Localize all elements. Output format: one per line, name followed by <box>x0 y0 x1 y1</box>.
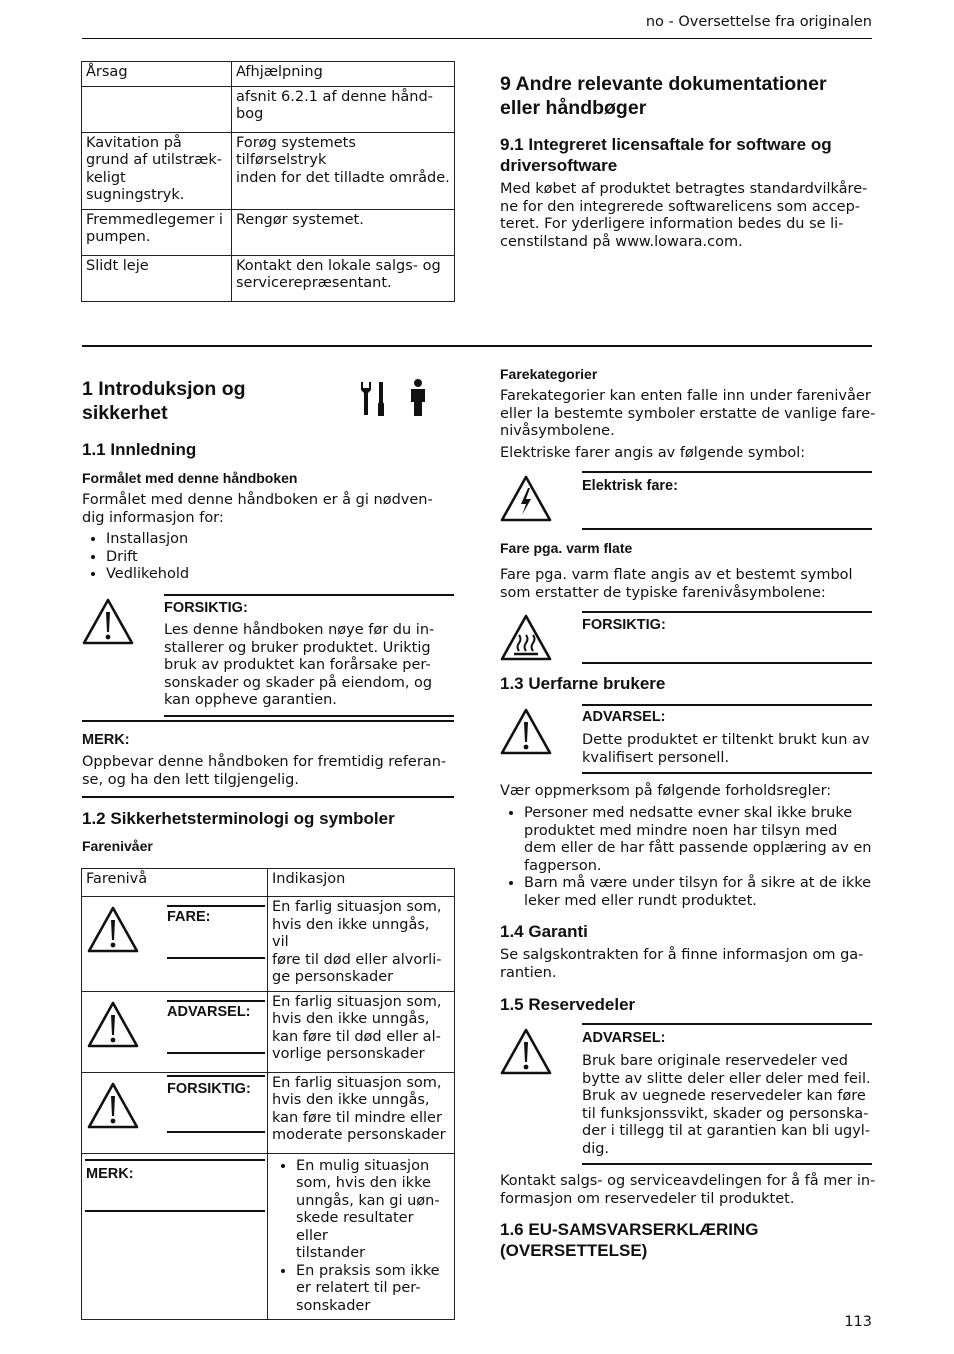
purpose-list <box>82 531 189 584</box>
list-item: • Personer med nedsatte evner skal ikke bruke produktet med mindre noen har tilsyn med dem eller de har fått passende opplæring av en fagperson. <box>524 805 904 875</box>
level-text: En farlig situasjon som, hvis den ikke unngås, vil føre til død eller alvorli- ge personskader <box>268 897 455 992</box>
caution-rule-bottom <box>164 715 454 717</box>
section-9-1-text: Med købet af produktet betragtes standardvilkåre- ne for den integrerede softwarelicens som accep- teret. For yderligere information bedes du se li- censtilstand på www.lowara.com. <box>500 181 868 250</box>
list-item: • Barn må være under tilsyn for å sikre at de ikke leker med eller rundt produktet. <box>524 875 904 910</box>
level-label: MERK: <box>86 1165 134 1182</box>
s15-warn-text: Bruk bare originale reservedeler ved bytte av slitte deler eller deler med feil. Bruk av uegnede reservedeler kan føre til funksjonssvikt, skader og personska- der i tillegg til at garantien kan bli ugyl- dig. <box>582 1053 871 1157</box>
label-rule <box>167 1000 265 1002</box>
level-cell-caution <box>82 1072 268 1153</box>
list-item: • Vedlikehold <box>106 566 189 584</box>
s15-warn-rule-top <box>582 1023 872 1025</box>
warning-triangle-icon <box>82 597 134 645</box>
categories-text: Farekategorier kan enten falle inn under farenivåer eller la bestemte symboler erstatte de vanlige fare- nivåsymbolene. <box>500 388 876 439</box>
note-rule-bottom <box>82 796 454 798</box>
purpose-heading: Formålet med denne håndboken <box>82 470 298 486</box>
electrical-hazard-icon <box>500 474 552 522</box>
s15-warn-rule-bottom <box>582 1163 872 1165</box>
section-1-title: 1 Introduksjon og sikkerhet <box>82 378 246 424</box>
cell-remedy: afsnit 6.2.1 af denne hånd- bog <box>232 86 455 132</box>
list-item: • Drift <box>106 549 189 567</box>
hot-label: FORSIKTIG: <box>582 617 666 633</box>
level-label: FORSIKTIG: <box>167 1080 251 1097</box>
section-divider <box>82 345 872 347</box>
levels-heading: Farenivåer <box>82 838 153 854</box>
section-1-5-title: 1.5 Reservedeler <box>500 995 636 1014</box>
level-cell-warning <box>82 991 268 1072</box>
warning-triangle-icon <box>87 1081 139 1129</box>
level-cell-note <box>82 1153 268 1320</box>
list-item: • En praksis som ikke er relatert til per- sonskader <box>296 1263 450 1316</box>
purpose-text: Formålet med denne håndboken er å gi nødven- dig informasjon for: <box>82 492 433 526</box>
level-text: En farlig situasjon som, hvis den ikke unngås, kan føre til mindre eller moderate personskader <box>268 1072 455 1153</box>
list-item: • En mulig situasjon som, hvis den ikke unngås, kan gi uøn- skede resultater eller tilstander <box>296 1158 450 1263</box>
section-1-1-title: 1.1 Innledning <box>82 440 197 459</box>
hot-rule-bottom <box>582 662 872 664</box>
note-rule-top <box>82 720 454 722</box>
cell-cause <box>82 86 232 132</box>
label-rule <box>167 957 265 959</box>
caution-rule-top <box>164 594 454 596</box>
note-label: MERK: <box>82 732 130 748</box>
label-rule <box>167 1131 265 1133</box>
table-row <box>82 1072 455 1153</box>
label-rule <box>167 1075 265 1077</box>
categories-heading: Farekategorier <box>500 366 598 382</box>
warning-triangle-icon <box>500 707 552 755</box>
warning-triangle-icon <box>500 1027 552 1075</box>
hot-heading: Fare pga. varm flate <box>500 540 633 556</box>
cell-remedy: Rengør systemet. <box>232 209 455 255</box>
header-cause: Årsag <box>82 62 232 87</box>
table-row <box>82 1153 455 1320</box>
caution-label: FORSIKTIG: <box>164 600 248 616</box>
level-text: En farlig situasjon som, hvis den ikke unngås, kan føre til død eller al- vorlige personskader <box>268 991 455 1072</box>
table-row <box>82 209 455 255</box>
section-9-1-title: 9.1 Integreret licensaftale for software og driversoftware <box>500 135 832 175</box>
electrical-label: Elektrisk fare: <box>582 478 678 494</box>
label-rule <box>167 1052 265 1054</box>
hot-surface-icon <box>500 613 552 661</box>
table-header-row <box>82 62 455 87</box>
electrical-rule-bottom <box>582 528 872 530</box>
s13-warn-rule-top <box>582 704 872 706</box>
level-label: ADVARSEL: <box>167 1003 251 1020</box>
label-rule <box>167 905 265 907</box>
hot-text: Fare pga. varm flate angis av et bestemt symbol som erstatter de typiske farenivåsymbolene: <box>500 567 853 601</box>
hazard-levels-table <box>81 868 455 1320</box>
page-number: 113 <box>844 1314 872 1330</box>
page-header: no - Oversettelse fra originalen <box>645 14 872 30</box>
note-text: Oppbevar denne håndboken for fremtidig referan- se, og ha den lett tilgjengelig. <box>82 754 447 788</box>
header-remedy: Afhjælpning <box>232 62 455 87</box>
section-9-title: 9 Andre relevante dokumentationer eller håndbøger <box>500 73 827 119</box>
cell-cause: Kavitation på grund af utilstræk- keligt sugningstryk. <box>82 132 232 209</box>
warning-triangle-icon <box>87 1000 139 1048</box>
cell-remedy: Kontakt den lokale salgs- og servicerepræsentant. <box>232 255 455 301</box>
table-row <box>82 255 455 301</box>
section-1-4-title: 1.4 Garanti <box>500 922 588 941</box>
table-header-row <box>82 869 455 897</box>
s15-text: Kontakt salgs- og serviceavdelingen for å få mer in- formasjon om reservedeler til produktet. <box>500 1173 876 1207</box>
level-label: FARE: <box>167 909 211 925</box>
header-level: Farenivå <box>82 869 268 897</box>
level-cell-danger <box>82 897 268 992</box>
cell-remedy: Forøg systemets tilførselstryk inden for det tilladte område. <box>232 132 455 209</box>
section-1-3-title: 1.3 Uerfarne brukere <box>500 674 666 693</box>
table-row <box>82 991 455 1072</box>
header-indication: Indikasjon <box>268 869 455 897</box>
label-rule <box>85 1159 265 1161</box>
section-1-6-title: 1.6 EU-SAMSVARSERKLÆRING (OVERSETTELSE) <box>500 1220 759 1260</box>
s13-intro: Vær oppmerksom på følgende forholdsregler: <box>500 783 832 799</box>
cell-cause: Fremmedlegemer i pumpen. <box>82 209 232 255</box>
s14-text: Se salgskontrakten for å finne informasjon om ga- rantien. <box>500 947 864 981</box>
table-row <box>82 132 455 209</box>
section-1-2-title: 1.2 Sikkerhetsterminologi og symboler <box>82 809 395 828</box>
s13-warn-label: ADVARSEL: <box>582 709 666 725</box>
caution-text: Les denne håndboken nøye før du in- stallerer og bruker produktet. Uriktig bruk av produktet kan forårsake per- sonskader og skader på eiendom, og kan oppheve garantien. <box>164 622 435 708</box>
table-row <box>82 86 455 132</box>
list-item: • Installasjon <box>106 531 189 549</box>
warning-triangle-icon <box>87 905 139 953</box>
header-rule <box>82 38 872 39</box>
level-text <box>268 1153 455 1320</box>
person-icon <box>404 378 432 418</box>
s15-warn-label: ADVARSEL: <box>582 1030 666 1046</box>
cell-cause: Slidt leje <box>82 255 232 301</box>
table-row <box>82 897 455 992</box>
hot-rule-top <box>582 611 872 613</box>
electrical-intro: Elektriske farer angis av følgende symbol: <box>500 445 806 461</box>
s13-warn-rule-bottom <box>582 772 872 774</box>
cause-table <box>81 61 455 302</box>
electrical-rule-top <box>582 471 872 473</box>
s13-list <box>500 805 904 910</box>
s13-warn-text: Dette produktet er tiltenkt brukt kun av kvalifisert personell. <box>582 732 870 766</box>
tools-icon <box>358 380 388 418</box>
label-rule <box>85 1210 265 1212</box>
